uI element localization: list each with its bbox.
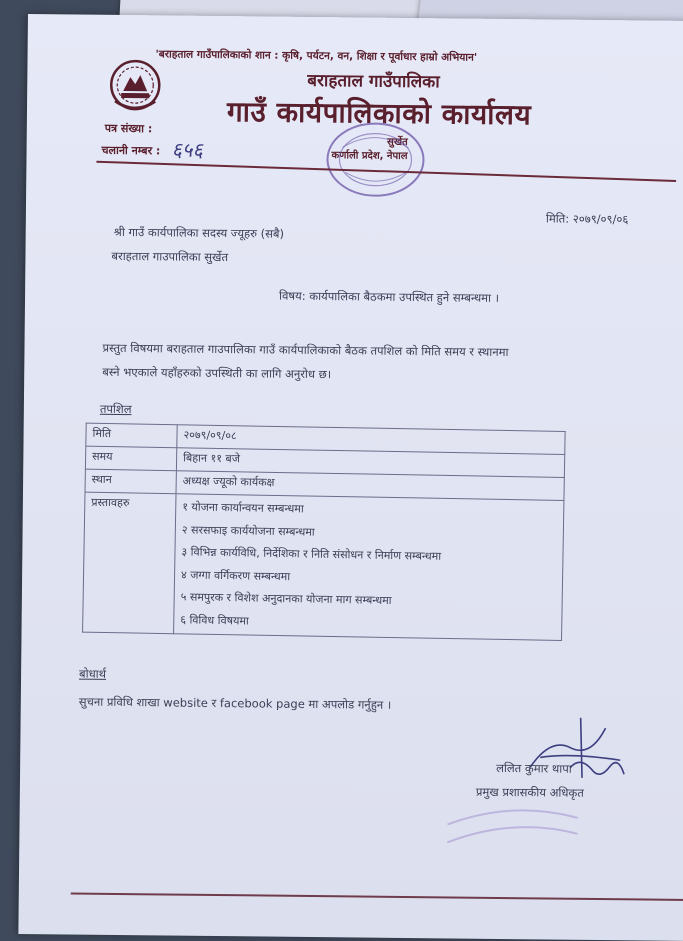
letter-page	[18, 14, 683, 941]
bodharth-heading: बोधार्थ	[79, 666, 107, 681]
office-motto: 'बराहताल गाउँपालिकाको शान : कृषि, पर्यटन, वन, शिक्षा र पूर्वाधार हाम्रो अभियान'	[155, 48, 478, 64]
bodharth-text: सुचना प्रविधि शाखा website र facebook page मा अपलोड गर्नुहुन ।	[78, 694, 392, 712]
office-name: बराहताल गाउँपालिका	[307, 70, 440, 93]
agenda-label: प्रस्तावहरु	[83, 492, 176, 634]
details-heading: तपशिल	[99, 401, 132, 417]
recipient-line-1: श्री गाउँ कार्यपालिका सदस्य ज्यूहरु (सबै)	[113, 224, 285, 241]
agenda-item: ४ जग्गा वर्गिकरण सम्बन्धमा	[180, 567, 291, 583]
signer-title: प्रमुख प्रशासकीय अधिकृत	[475, 784, 584, 800]
time-label: समय	[85, 446, 176, 471]
date-label: मिति	[86, 423, 177, 448]
letter-date: मिति: २०७९/०९/०६	[545, 211, 629, 227]
body-line-1: प्रस्तुत विषयमा बराहताल गाउपालिका गाउँ कार्यपालिकाको बैठक तपशिल को मिति समय र स्थानमा	[102, 340, 509, 360]
address-line-2: सुर्खेत	[387, 136, 408, 148]
chalani-number-label: चलानी नम्बर :	[101, 143, 161, 158]
patra-sankhya-label: पत्र संख्या :	[104, 121, 153, 136]
chalani-number-value: ६५६	[171, 137, 203, 162]
office-title: गाउँ कार्यपालिकाको कार्यालय	[226, 95, 532, 132]
recipient-line-2: बराहताल गाउपालिका सुर्खेत	[111, 248, 229, 265]
agenda-item: ३ विभिन्न कार्यविधि, निर्देशिका र निति संसोधन र निर्माण सम्बन्धमा	[181, 545, 442, 563]
time-value: बिहान ११ बजे	[176, 448, 564, 478]
table-row	[83, 492, 564, 640]
date-value: २०७९/०९/०८	[177, 425, 565, 455]
address-line-1: कर्णाली प्रदेश, नेपाल	[331, 150, 408, 162]
agenda-item: २ सरसफाइ कार्ययोजना सम्बन्धमा	[181, 522, 315, 539]
footer-divider	[71, 892, 683, 900]
name-stamp-icon	[437, 794, 588, 856]
agenda-item: ६ विविध विषयमा	[180, 612, 249, 628]
letter-subject: विषय: कार्यपालिका बैठकमा उपस्थित हुने सम्बन्धमा ।	[278, 288, 500, 305]
nepal-emblem-icon	[105, 57, 166, 114]
agenda-item: १ योजना कार्यान्वयन सम्बन्धमा	[182, 500, 304, 516]
meeting-details-table	[82, 423, 566, 641]
agenda-item: ५ समपुरक र विशेश अनुदानका योजना माग सम्बन्धमा	[180, 590, 392, 607]
agenda-list	[174, 494, 564, 641]
body-line-2: बस्ने भएकाले यहाँहरुको उपस्थिती का लागि अनुरोध छ।	[102, 364, 332, 382]
office-stamp-icon	[320, 117, 431, 208]
signer-name: ललित कुमार थापा	[496, 760, 572, 776]
place-value: अध्यक्ष ज्यूको कार्यकक्ष	[176, 471, 564, 501]
place-label: स्थान	[85, 469, 176, 494]
